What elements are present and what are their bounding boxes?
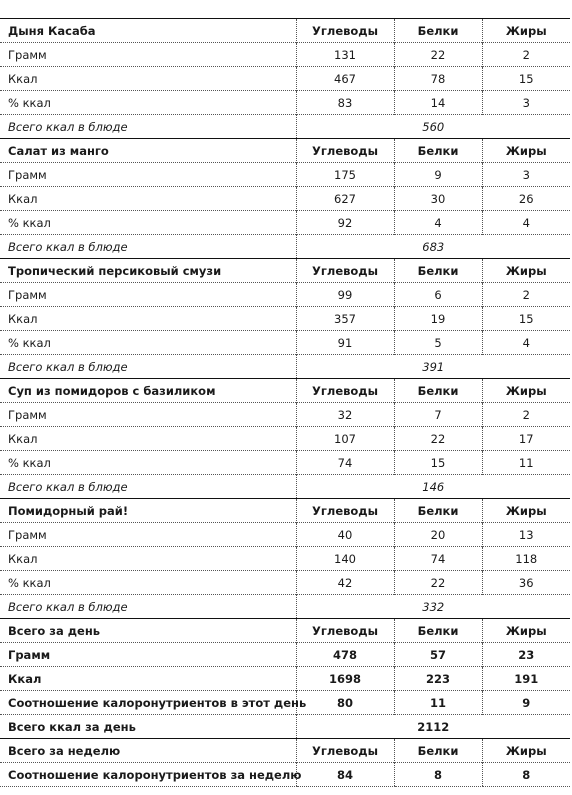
section-title: Всего за день [0,619,296,643]
fat-value: 11 [482,451,570,475]
row-label: Ккал [0,667,296,691]
carbs-value: 131 [296,43,394,67]
row-label: % ккал [0,571,296,595]
fat-value: 17 [482,427,570,451]
table-row [0,403,570,427]
table-row [0,211,570,235]
fat-value: 23 [482,643,570,667]
column-header: Углеводы [296,379,394,403]
fat-value: 15 [482,67,570,91]
column-header: Белки [394,739,482,763]
protein-value: 22 [394,427,482,451]
column-header: Белки [394,259,482,283]
total-label: Всего ккал в блюде [0,115,296,139]
nutrition-table-body [0,19,570,787]
carbs-value: 99 [296,283,394,307]
row-label: Соотношение калоронутриентов в этот день [0,691,296,715]
protein-value: 7 [394,403,482,427]
table-row [0,763,570,787]
dish-header [0,19,570,43]
table-row [0,283,570,307]
column-header: Жиры [482,259,570,283]
total-value: 146 [296,475,570,499]
total-label: Всего ккал в блюде [0,475,296,499]
fat-value: 3 [482,91,570,115]
fat-value: 36 [482,571,570,595]
row-label: % ккал [0,211,296,235]
section-title: Всего за неделю [0,739,296,763]
fat-value: 26 [482,187,570,211]
fat-value: 2 [482,43,570,67]
fat-value: 2 [482,403,570,427]
row-label: Соотношение калоронутриентов за неделю [0,763,296,787]
total-label: Всего ккал в блюде [0,595,296,619]
row-label: Ккал [0,187,296,211]
total-row [0,715,570,739]
total-row [0,595,570,619]
fat-value: 3 [482,163,570,187]
protein-value: 11 [394,691,482,715]
table-row [0,427,570,451]
protein-value: 57 [394,643,482,667]
column-header: Белки [394,499,482,523]
nutrition-table [0,18,570,787]
table-row [0,187,570,211]
carbs-value: 74 [296,451,394,475]
column-header: Белки [394,19,482,43]
row-label: Грамм [0,43,296,67]
total-value: 2112 [296,715,570,739]
table-row [0,163,570,187]
table-row [0,547,570,571]
total-value: 332 [296,595,570,619]
carbs-value: 1698 [296,667,394,691]
protein-value: 5 [394,331,482,355]
dish-header [0,259,570,283]
protein-value: 74 [394,547,482,571]
table-row [0,643,570,667]
row-label: % ккал [0,331,296,355]
total-row [0,355,570,379]
protein-value: 22 [394,571,482,595]
total-row [0,235,570,259]
carbs-value: 92 [296,211,394,235]
column-header: Углеводы [296,499,394,523]
row-label: Ккал [0,427,296,451]
fat-value: 4 [482,331,570,355]
table-row [0,691,570,715]
protein-value: 9 [394,163,482,187]
table-row [0,451,570,475]
table-row [0,571,570,595]
column-header: Жиры [482,19,570,43]
total-row [0,475,570,499]
row-label: % ккал [0,91,296,115]
row-label: Ккал [0,67,296,91]
carbs-value: 80 [296,691,394,715]
row-label: Грамм [0,163,296,187]
row-label: Ккал [0,307,296,331]
row-label: Ккал [0,547,296,571]
total-label: Всего ккал в блюде [0,355,296,379]
row-label: % ккал [0,451,296,475]
section-title: Помидорный рай! [0,499,296,523]
table-row [0,43,570,67]
fat-value: 118 [482,547,570,571]
row-label: Грамм [0,403,296,427]
section-title: Суп из помидоров с базиликом [0,379,296,403]
column-header: Углеводы [296,739,394,763]
section-title: Тропический персиковый смузи [0,259,296,283]
dish-header [0,379,570,403]
row-label: Грамм [0,283,296,307]
protein-value: 8 [394,763,482,787]
day-header [0,619,570,643]
dish-header [0,139,570,163]
dish-header [0,499,570,523]
protein-value: 22 [394,43,482,67]
table-row [0,331,570,355]
column-header: Жиры [482,619,570,643]
column-header: Жиры [482,139,570,163]
protein-value: 6 [394,283,482,307]
row-label: Грамм [0,523,296,547]
section-title: Салат из манго [0,139,296,163]
carbs-value: 107 [296,427,394,451]
carbs-value: 140 [296,547,394,571]
carbs-value: 175 [296,163,394,187]
total-value: 683 [296,235,570,259]
carbs-value: 40 [296,523,394,547]
column-header: Жиры [482,379,570,403]
carbs-value: 357 [296,307,394,331]
fat-value: 2 [482,283,570,307]
section-title: Дыня Касаба [0,19,296,43]
column-header: Белки [394,139,482,163]
protein-value: 14 [394,91,482,115]
table-row [0,523,570,547]
carbs-value: 478 [296,643,394,667]
total-label: Всего ккал в блюде [0,235,296,259]
carbs-value: 83 [296,91,394,115]
column-header: Углеводы [296,19,394,43]
total-value: 560 [296,115,570,139]
fat-value: 8 [482,763,570,787]
protein-value: 30 [394,187,482,211]
carbs-value: 42 [296,571,394,595]
column-header: Углеводы [296,619,394,643]
protein-value: 19 [394,307,482,331]
column-header: Жиры [482,739,570,763]
column-header: Белки [394,619,482,643]
week-header [0,739,570,763]
total-label: Всего ккал за день [0,715,296,739]
column-header: Жиры [482,499,570,523]
protein-value: 78 [394,67,482,91]
total-value: 391 [296,355,570,379]
carbs-value: 84 [296,763,394,787]
fat-value: 191 [482,667,570,691]
fat-value: 15 [482,307,570,331]
column-header: Углеводы [296,139,394,163]
fat-value: 13 [482,523,570,547]
table-row [0,67,570,91]
column-header: Белки [394,379,482,403]
carbs-value: 32 [296,403,394,427]
column-header: Углеводы [296,259,394,283]
row-label: Грамм [0,643,296,667]
fat-value: 9 [482,691,570,715]
protein-value: 15 [394,451,482,475]
table-row [0,91,570,115]
carbs-value: 91 [296,331,394,355]
carbs-value: 467 [296,67,394,91]
fat-value: 4 [482,211,570,235]
protein-value: 20 [394,523,482,547]
table-row [0,667,570,691]
table-row [0,307,570,331]
carbs-value: 627 [296,187,394,211]
protein-value: 223 [394,667,482,691]
total-row [0,115,570,139]
protein-value: 4 [394,211,482,235]
